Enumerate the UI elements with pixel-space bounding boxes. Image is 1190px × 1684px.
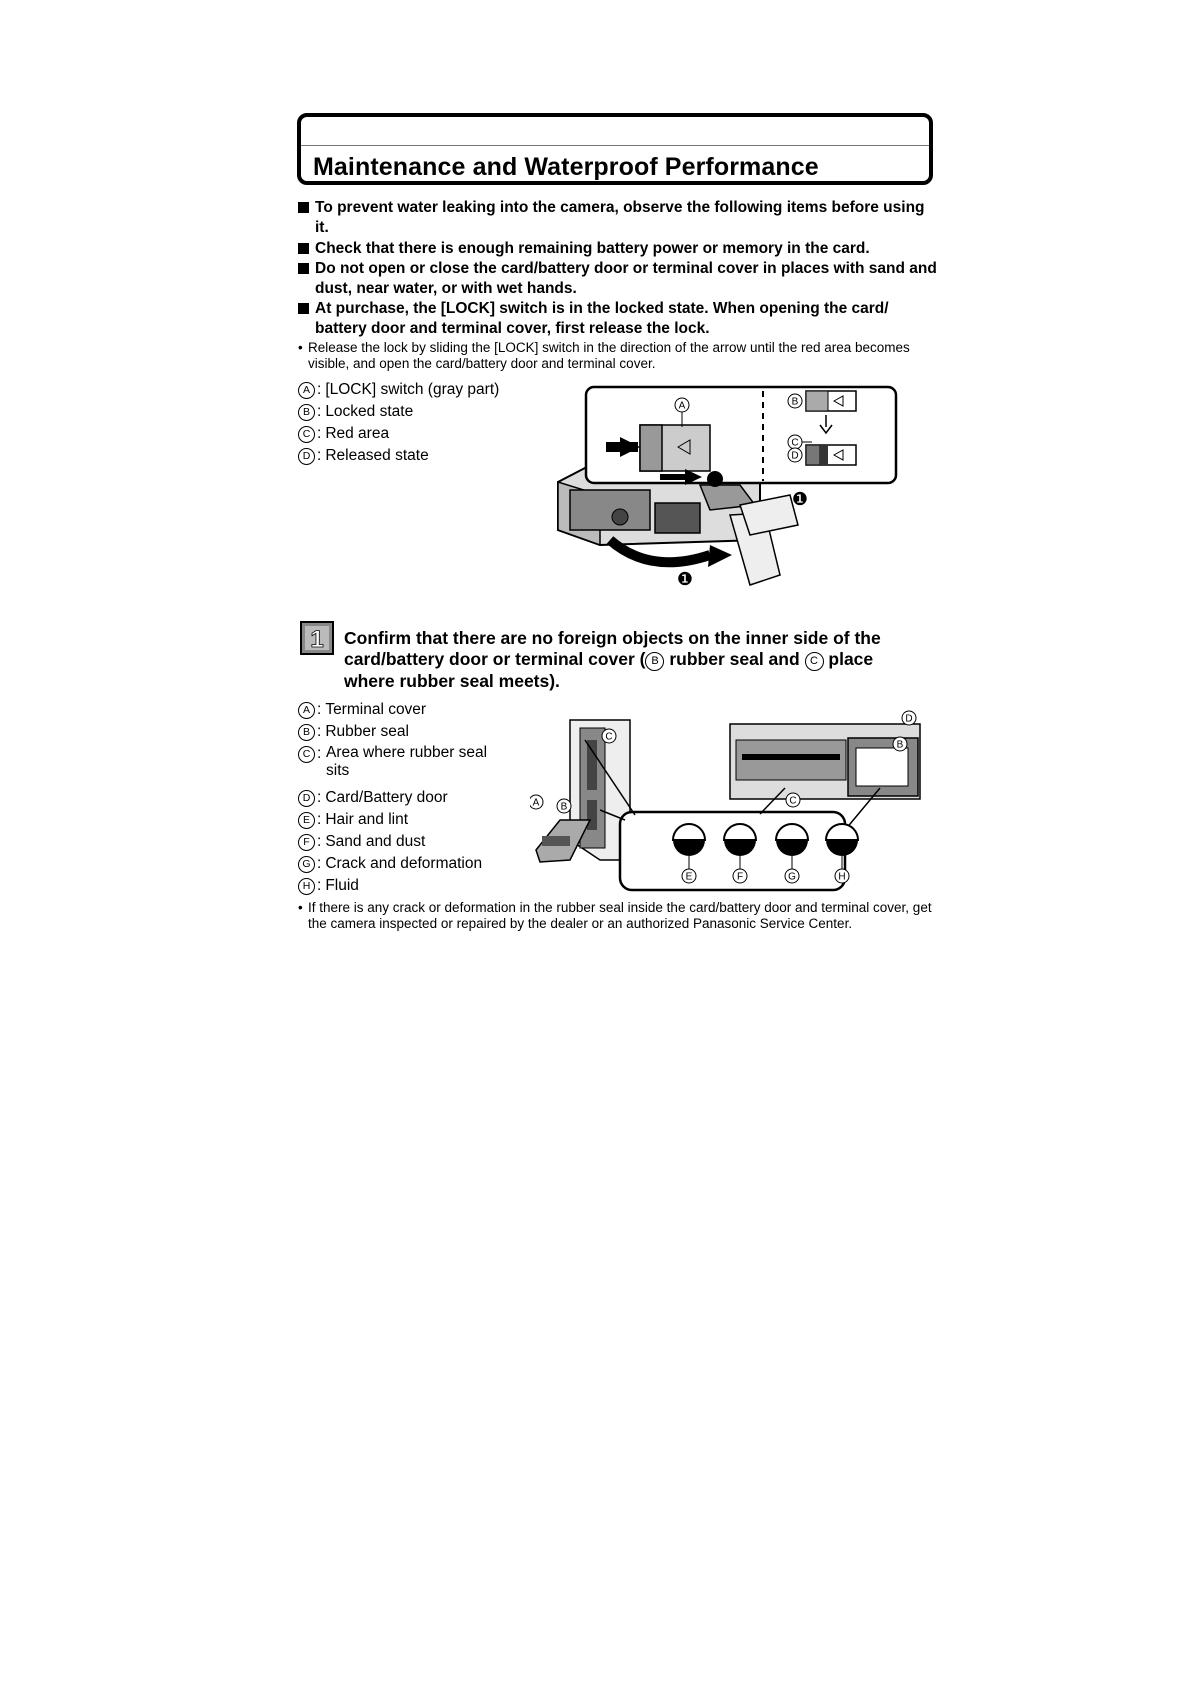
legend1-item: A : [LOCK] switch (gray part)	[298, 380, 499, 400]
legend-letter: D	[298, 448, 315, 465]
legend2-item: G : Crack and deformation	[298, 854, 482, 874]
legend2-item: A : Terminal cover	[298, 700, 426, 720]
callout-locked: B	[791, 396, 799, 408]
step-number: 1	[310, 626, 324, 653]
lock-switch-figure	[550, 385, 910, 595]
legend1-item: B : Locked state	[298, 402, 413, 422]
legend-label: Card/Battery door	[325, 789, 448, 806]
legend1-item: C : Red area	[298, 424, 389, 444]
bullet-square-icon	[298, 202, 309, 213]
legend-letter: F	[298, 834, 315, 851]
callout-seal-area: C	[789, 795, 797, 807]
legend-letter: B	[298, 724, 315, 741]
callout-rubber-seal: B	[896, 739, 904, 751]
legend-label: Red area	[325, 425, 390, 442]
legend-label: Sand and dust	[325, 833, 426, 850]
legend-label: Area where rubber seal sits	[326, 744, 488, 779]
note-1	[298, 198, 938, 238]
callout-defect: G	[788, 871, 796, 883]
legend-letter: D	[298, 790, 315, 807]
legend1-item: D : Released state	[298, 446, 429, 466]
legend-label: [LOCK] switch (gray part)	[325, 381, 500, 398]
bottom-note	[298, 900, 938, 932]
legend-label: Crack and deformation	[325, 855, 483, 872]
release-note	[298, 340, 938, 372]
legend-letter: A	[298, 382, 315, 399]
legend-letter: C	[298, 746, 315, 763]
step-number-badge	[300, 621, 334, 655]
note-4	[298, 299, 938, 339]
step-arrow-number: ❶	[676, 569, 694, 589]
bullet-dot-icon: •	[298, 900, 303, 915]
bullet-square-icon	[298, 243, 309, 254]
callout-card-door: D	[905, 713, 913, 725]
callout-rubber-seal: B	[560, 801, 568, 813]
callout-released: D	[791, 450, 799, 462]
callout-defect: H	[838, 871, 846, 883]
callout-defect: E	[685, 871, 693, 883]
legend-label: Locked state	[325, 403, 414, 420]
legend-label: Released state	[325, 447, 429, 464]
step-arrow-number: ❷	[706, 469, 724, 489]
note-2	[298, 239, 938, 259]
legend-label: Rubber seal	[325, 723, 409, 740]
release-note-text: Release the lock by sliding the [LOCK] switch in the direction of the arrow until the red area becomes visible, and open the card/battery door and terminal cover.	[308, 340, 910, 371]
legend-letter: B	[298, 404, 315, 421]
note-text: Do not open or close the card/battery door or terminal cover in places with sand and dust, near water, or with wet hands.	[315, 260, 937, 297]
callout-red-area: C	[791, 437, 799, 449]
legend2-item: D : Card/Battery door	[298, 788, 448, 808]
rubber-seal-figure	[530, 710, 930, 895]
callout-terminal-cover: A	[532, 797, 540, 809]
note-text: At purchase, the [LOCK] switch is in the locked state. When opening the card/ battery door and terminal cover, first release the lock.	[315, 300, 889, 337]
legend-label: Hair and lint	[325, 811, 409, 828]
battery-slot-illustration	[730, 724, 920, 799]
legend-label: Fluid	[325, 877, 359, 894]
legend-letter: H	[298, 878, 315, 895]
legend2-item: C : Area where rubber seal sits	[298, 744, 498, 780]
bullet-dot-icon: •	[298, 340, 303, 355]
step-text-a: Confirm that there are no foreign objects on the inner side of the card/battery door or terminal cover (	[344, 628, 881, 669]
step-letter-b: B	[645, 652, 664, 671]
legend-letter: G	[298, 856, 315, 873]
title-box	[297, 113, 933, 185]
step-arrow-number: ❶	[791, 489, 809, 509]
bullet-square-icon	[298, 263, 309, 274]
callout-defect: F	[736, 871, 744, 883]
callout-lock-switch: A	[678, 400, 686, 412]
step-text-c: place where rubber seal meets).	[344, 649, 874, 691]
note-text: To prevent water leaking into the camera, observe the following items before using it.	[315, 199, 925, 236]
legend2-item: B : Rubber seal	[298, 722, 409, 742]
callout-seal-area: C	[605, 731, 613, 743]
step-letter-c: C	[805, 652, 824, 671]
card-door-illustration	[536, 720, 630, 862]
bullet-square-icon	[298, 303, 309, 314]
note-text: Check that there is enough remaining battery power or memory in the card.	[315, 240, 870, 257]
legend2-item: E : Hair and lint	[298, 810, 408, 830]
page-title: Maintenance and Waterproof Performance	[313, 153, 819, 181]
legend-label: Terminal cover	[325, 701, 427, 718]
step-instruction	[344, 628, 924, 692]
title-rule	[301, 145, 929, 146]
legend2-item: H : Fluid	[298, 876, 359, 896]
legend-letter: E	[298, 812, 315, 829]
legend2-item: F : Sand and dust	[298, 832, 425, 852]
legend-letter: C	[298, 426, 315, 443]
note-3	[298, 259, 938, 299]
legend-letter: A	[298, 702, 315, 719]
bottom-note-text: If there is any crack or deformation in the rubber seal inside the card/battery door and terminal cover, get the camera inspected or repaired by the dealer or an authorized Panasonic Service Center.	[308, 900, 932, 931]
step-text-b: rubber seal and	[664, 649, 805, 669]
